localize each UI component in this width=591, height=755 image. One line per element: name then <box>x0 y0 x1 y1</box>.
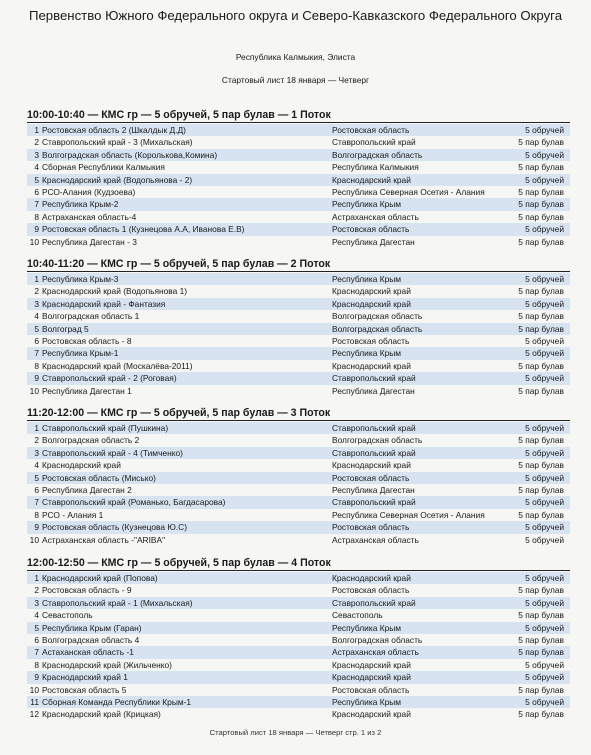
row-number: 3 <box>34 298 39 309</box>
team-name: Краснодарский край <box>42 460 121 471</box>
team-name: Республика Дагестан 2 <box>42 484 132 495</box>
table-row <box>27 459 570 471</box>
region-name: Ростовская область <box>332 522 410 533</box>
table-row <box>27 609 570 621</box>
apparatus: 5 пар булав <box>518 323 564 334</box>
apparatus: 5 обручей <box>525 447 564 458</box>
table-row <box>27 572 570 584</box>
team-name: Ростовская область - 8 <box>42 335 132 346</box>
table-row <box>27 659 570 671</box>
row-number: 7 <box>34 348 39 359</box>
region-name: Волгоградская область <box>332 323 423 334</box>
team-name: Волгоградская область 4 <box>42 634 140 645</box>
team-name: Ростовская область (Кузнецова Ю.С) <box>42 522 188 533</box>
region-name: Ростовская область <box>332 684 410 695</box>
team-name: Севастополь <box>42 610 93 621</box>
team-name: Волгоградская область 1 <box>42 311 140 322</box>
row-number: 5 <box>34 174 39 185</box>
apparatus: 5 пар булав <box>518 199 564 210</box>
team-name: Краснодарский край (Водопьянова 1) <box>42 286 188 297</box>
row-number: 2 <box>34 585 39 596</box>
row-number: 8 <box>34 360 39 371</box>
region-name: Краснодарский край <box>332 672 411 683</box>
apparatus: 5 обручей <box>525 534 564 545</box>
table-row <box>27 211 570 223</box>
row-number: 7 <box>34 647 39 658</box>
apparatus: 5 пар булав <box>518 610 564 621</box>
apparatus: 5 обручей <box>525 659 564 670</box>
row-number: 1 <box>34 274 39 284</box>
table-row <box>27 285 570 297</box>
apparatus: 5 пар булав <box>518 211 564 222</box>
region-name: Краснодарский край <box>332 286 411 297</box>
table-row <box>27 323 570 335</box>
row-number: 12 <box>29 709 39 720</box>
table-row <box>27 223 570 235</box>
row-number: 6 <box>34 634 39 645</box>
table-row <box>27 634 570 646</box>
region-name: Краснодарский край <box>332 659 411 670</box>
apparatus: 5 пар булав <box>518 360 564 371</box>
region-name: Астраханская область <box>332 534 419 545</box>
table-row <box>27 372 570 384</box>
table-row <box>27 422 570 434</box>
row-number: 4 <box>34 460 39 471</box>
heat-heading: 11:20-12:00 — КМС гр — 5 обручей, 5 пар булав — 3 Поток <box>27 406 570 421</box>
table-row <box>27 149 570 161</box>
row-number: 10 <box>29 534 39 545</box>
region-name: Волгоградская область <box>332 149 423 160</box>
apparatus: 5 пар булав <box>518 186 564 197</box>
table-row <box>27 335 570 347</box>
table-row <box>27 708 570 720</box>
apparatus: 5 пар булав <box>518 484 564 495</box>
team-name: Волгоградская область (Королькова,Комина) <box>42 149 218 160</box>
region-name: Севастополь <box>332 610 383 621</box>
apparatus: 5 обручей <box>525 174 564 185</box>
apparatus: 5 обручей <box>525 335 564 346</box>
table-row <box>27 496 570 508</box>
team-name: Республика Дагестан 1 <box>42 385 132 396</box>
apparatus: 5 обручей <box>525 472 564 483</box>
table-row <box>27 186 570 198</box>
table-row <box>27 124 570 136</box>
row-number: 10 <box>29 684 39 695</box>
table-row <box>27 584 570 596</box>
row-number: 1 <box>34 573 39 583</box>
heat-section <box>27 108 570 248</box>
team-name: Краснодарский край (Москалёва-2011) <box>42 360 193 371</box>
page-footer: Стартовый лист 18 января — Четверг стр. 1 из 2 <box>209 728 382 737</box>
table-row <box>27 684 570 696</box>
region-name: Астраханская область <box>332 647 419 658</box>
row-number: 4 <box>34 311 39 322</box>
region-name: Республика Крым <box>332 348 402 359</box>
region-name: Ставропольский край <box>332 423 416 433</box>
team-name: Республика Крым (Гаран) <box>42 622 142 633</box>
row-number: 2 <box>34 286 39 297</box>
row-number: 11 <box>30 696 39 707</box>
region-name: Краснодарский край <box>332 174 411 185</box>
table-row <box>27 273 570 285</box>
team-name: Сборная Республики Калмыкия <box>42 162 165 173</box>
team-name: Сборная Команда Республики Крым-1 <box>42 696 192 707</box>
row-number: 4 <box>34 610 39 621</box>
region-name: Ставропольский край <box>332 137 416 148</box>
team-name: Ростовская область 1 (Кузнецова А.А, Иванова Е.В) <box>42 224 245 235</box>
row-number: 1 <box>34 423 39 433</box>
apparatus: 5 пар булав <box>518 709 564 720</box>
team-name: Астраханская область -"ARIBA" <box>42 534 166 545</box>
team-name: Республика Крым-3 <box>42 274 119 284</box>
row-number: 4 <box>34 162 39 173</box>
table-row <box>27 434 570 446</box>
team-name: Волгоград 5 <box>42 323 89 334</box>
apparatus: 5 пар булав <box>518 460 564 471</box>
heat-heading: 12:00-12:50 — КМС гр — 5 обручей, 5 пар булав — 4 Поток <box>27 556 570 571</box>
row-number: 6 <box>34 335 39 346</box>
heat-section <box>27 556 570 721</box>
apparatus: 5 обручей <box>525 522 564 533</box>
team-name: Ростовская область - 9 <box>42 585 132 596</box>
apparatus: 5 пар булав <box>518 647 564 658</box>
start-list-subtitle: Стартовый лист 18 января — Четверг <box>221 75 370 85</box>
apparatus: 5 обручей <box>525 696 564 707</box>
region-name: Республика Северная Осетия - Алания <box>332 186 485 197</box>
table-row <box>27 597 570 609</box>
apparatus: 5 пар булав <box>518 137 564 148</box>
row-number: 10 <box>29 236 39 247</box>
row-number: 6 <box>34 484 39 495</box>
table-row <box>27 622 570 634</box>
row-number: 8 <box>34 211 39 222</box>
region-name: Ставропольский край <box>332 597 416 608</box>
apparatus: 5 обручей <box>525 149 564 160</box>
table-row <box>27 696 570 708</box>
apparatus: 5 обручей <box>525 672 564 683</box>
region-name: Республика Дагестан <box>332 484 415 495</box>
apparatus: 5 пар булав <box>518 286 564 297</box>
table-row <box>27 198 570 210</box>
location-line: Республика Калмыкия, Элиста <box>235 52 356 62</box>
row-number: 10 <box>29 385 39 396</box>
region-name: Волгоградская область <box>332 435 423 446</box>
region-name: Республика Крым <box>332 622 402 633</box>
region-name: Волгоградская область <box>332 634 423 645</box>
region-name: Краснодарский край <box>332 298 411 309</box>
apparatus: 5 обручей <box>525 373 564 384</box>
team-name: Ростовская область (Мисько) <box>42 472 156 483</box>
row-number: 9 <box>34 373 39 384</box>
apparatus: 5 пар булав <box>518 684 564 695</box>
team-name: Республика Крым-2 <box>42 199 119 210</box>
region-name: Краснодарский край <box>332 573 411 583</box>
table-row <box>27 521 570 533</box>
team-name: Волгоградская область 2 <box>42 435 140 446</box>
team-name: Астаханская область -1 <box>42 647 134 658</box>
table-row <box>27 174 570 186</box>
apparatus: 5 обручей <box>525 573 564 583</box>
apparatus: 5 обручей <box>525 224 564 235</box>
region-name: Ростовская область <box>332 224 410 235</box>
apparatus: 5 обручей <box>525 423 564 433</box>
apparatus: 5 пар булав <box>518 435 564 446</box>
team-name: Астраханская область-4 <box>42 211 137 222</box>
region-name: Республика Крым <box>332 274 402 284</box>
region-name: Республика Калмыкия <box>332 162 419 173</box>
table-row <box>27 534 570 546</box>
heat-heading: 10:40-11:20 — КМС гр — 5 обручей, 5 пар булав — 2 Поток <box>27 257 570 272</box>
row-number: 5 <box>34 472 39 483</box>
row-number: 5 <box>34 323 39 334</box>
row-number: 2 <box>34 137 39 148</box>
row-number: 7 <box>34 497 39 508</box>
team-name: Ростовская область 2 (Шкалдык Д.Д) <box>42 125 186 135</box>
row-number: 3 <box>34 149 39 160</box>
row-number: 9 <box>34 672 39 683</box>
row-number: 9 <box>34 224 39 235</box>
apparatus: 5 обручей <box>525 125 564 135</box>
row-number: 8 <box>34 509 39 520</box>
team-name: Ростовская область 5 <box>42 684 127 695</box>
region-name: Республика Крым <box>332 696 402 707</box>
team-name: Ставропольский край - 3 (Михальская) <box>42 137 193 148</box>
row-number: 3 <box>34 447 39 458</box>
table-row <box>27 298 570 310</box>
table-row <box>27 509 570 521</box>
team-name: Ставропольский край - 4 (Тимченко) <box>42 447 183 458</box>
team-name: Краснодарский край (Жильченко) <box>42 659 172 670</box>
apparatus: 5 пар булав <box>518 385 564 396</box>
table-row <box>27 136 570 148</box>
table-row <box>27 385 570 397</box>
team-name: Краснодарский край (Водопьянова - 2) <box>42 174 193 185</box>
table-row <box>27 484 570 496</box>
team-name: Ставропольский край - 2 (Роговая) <box>42 373 177 384</box>
team-name: Краснодарский край 1 <box>42 672 128 683</box>
apparatus: 5 пар булав <box>518 634 564 645</box>
row-number: 9 <box>34 522 39 533</box>
apparatus: 5 обручей <box>525 622 564 633</box>
table-row <box>27 447 570 459</box>
region-name: Республика Дагестан <box>332 236 415 247</box>
row-number: 5 <box>34 622 39 633</box>
apparatus: 5 пар булав <box>518 585 564 596</box>
apparatus: 5 пар булав <box>518 311 564 322</box>
region-name: Волгоградская область <box>332 311 423 322</box>
team-name: Ставропольский край (Пушкина) <box>42 423 169 433</box>
heat-section <box>27 257 570 397</box>
apparatus: 5 обручей <box>525 497 564 508</box>
apparatus: 5 обручей <box>525 597 564 608</box>
heat-heading: 10:00-10:40 — КМС гр — 5 обручей, 5 пар булав — 1 Поток <box>27 108 570 123</box>
region-name: Ростовская область <box>332 335 410 346</box>
row-number: 2 <box>34 435 39 446</box>
table-row <box>27 472 570 484</box>
team-name: Ставропольский край (Романько, Багдасарова) <box>42 497 226 508</box>
apparatus: 5 пар булав <box>518 509 564 520</box>
table-row <box>27 347 570 359</box>
team-name: Республика Крым-1 <box>42 348 119 359</box>
region-name: Ростовская область <box>332 125 410 135</box>
row-number: 3 <box>34 597 39 608</box>
table-row <box>27 646 570 658</box>
table-row <box>27 671 570 683</box>
region-name: Краснодарский край <box>332 360 411 371</box>
table-row <box>27 161 570 173</box>
apparatus: 5 обручей <box>525 274 564 284</box>
apparatus: 5 пар булав <box>518 162 564 173</box>
team-name: РСО - Алания 1 <box>42 509 104 520</box>
team-name: Краснодарский край - Фантазия <box>42 298 166 309</box>
region-name: Краснодарский край <box>332 460 411 471</box>
row-number: 8 <box>34 659 39 670</box>
region-name: Ставропольский край <box>332 497 416 508</box>
region-name: Республика Северная Осетия - Алания <box>332 509 485 520</box>
row-number: 7 <box>34 199 39 210</box>
region-name: Астраханская область <box>332 211 419 222</box>
region-name: Ставропольский край <box>332 373 416 384</box>
table-row <box>27 310 570 322</box>
table-row <box>27 236 570 248</box>
document-title: Первенство Южного Федерального округа и Северо-Кавказского Федерального Округа <box>28 8 563 23</box>
region-name: Ростовская область <box>332 585 410 596</box>
row-number: 6 <box>34 186 39 197</box>
team-name: Краснодарский край (Попова) <box>42 573 158 583</box>
table-row <box>27 360 570 372</box>
row-number: 1 <box>34 125 39 135</box>
heat-section <box>27 406 570 546</box>
team-name: РСО-Алания (Кудзоева) <box>42 186 136 197</box>
apparatus: 5 обручей <box>525 298 564 309</box>
region-name: Республика Крым <box>332 199 402 210</box>
team-name: Краснодарский край (Крицкая) <box>42 709 161 720</box>
region-name: Республика Дагестан <box>332 385 415 396</box>
apparatus: 5 обручей <box>525 348 564 359</box>
region-name: Краснодарский край <box>332 709 411 720</box>
region-name: Ростовская область <box>332 472 410 483</box>
team-name: Республика Дагестан - 3 <box>42 236 137 247</box>
region-name: Ставропольский край <box>332 447 416 458</box>
apparatus: 5 пар булав <box>518 236 564 247</box>
team-name: Ставропольский край - 1 (Михальская) <box>42 597 193 608</box>
